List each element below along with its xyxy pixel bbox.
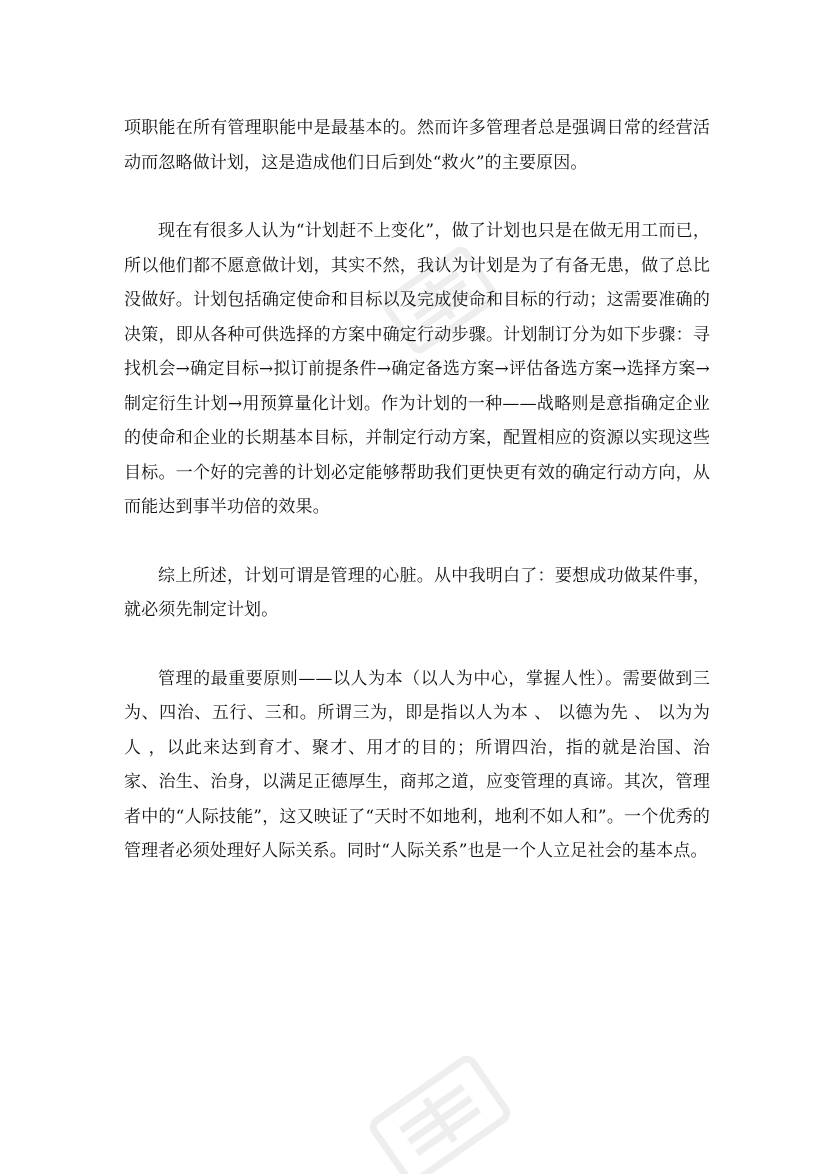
paragraph-1: 项职能在所有管理职能中是最基本的。然而许多管理者总是强调日常的经营活动而忽略做计划，这是造成他们日后到处“救火”的主要原因。	[124, 118, 710, 173]
watermark-stamp-lower	[370, 1056, 510, 1174]
paragraph-spacer	[124, 180, 710, 214]
paragraph-spacer	[124, 628, 710, 662]
paragraph-2: 现在有很多人认为“计划赶不上变化”，做了计划也只是在做无用工而已，所以他们都不愿意做计划，其实不然，我认为计划是为了有备无患，做了总比没做好。计划包括确定使命和目标以及完成使命和目标的行动；这需要准确的决策，即从各种可供选择的方案中确定行动步骤。计划制订分为如下步骤：寻找机会→确定目标→拟订前提条件→确定备选方案→评估备选方案→选择方案→制定衍生计划→用预算量化计划。作为计划的一种——战略则是意指确定企业的使命和企业的长期基本目标，并制定行动方案，配置相应的资源以实现这些目标。一个好的完善的计划必定能够帮助我们更快更有效的确定行动方向，从而能达到事半功倍的效果。	[124, 221, 710, 517]
paragraph-3: 综上所述，计划可谓是管理的心脏。从中我明白了：要想成功做某件事，就必须先制定计划。	[124, 565, 710, 620]
paragraph-spacer	[124, 525, 710, 559]
paragraph-4: 管理的最重要原则——以人为本（以人为中心，掌握人性）。需要做到三为、四治、五行、三和。所谓三为，即是指以人为本 、 以德为先 、 以为为人 ，以此来达到育才、聚才、用才的目的；所谓四治，指的就是治国、治家、治生、治身，以满足正德厚生，商邦之道，应变管理的真谛。其次，管理者中的“人际技能”，这又映证了“天时不如地利，地利不如人和”。一个优秀的管理者必须处理好人际关系。同时“人际关系”也是一个人立足社会的基本点。	[124, 668, 710, 861]
document-body	[124, 111, 710, 869]
